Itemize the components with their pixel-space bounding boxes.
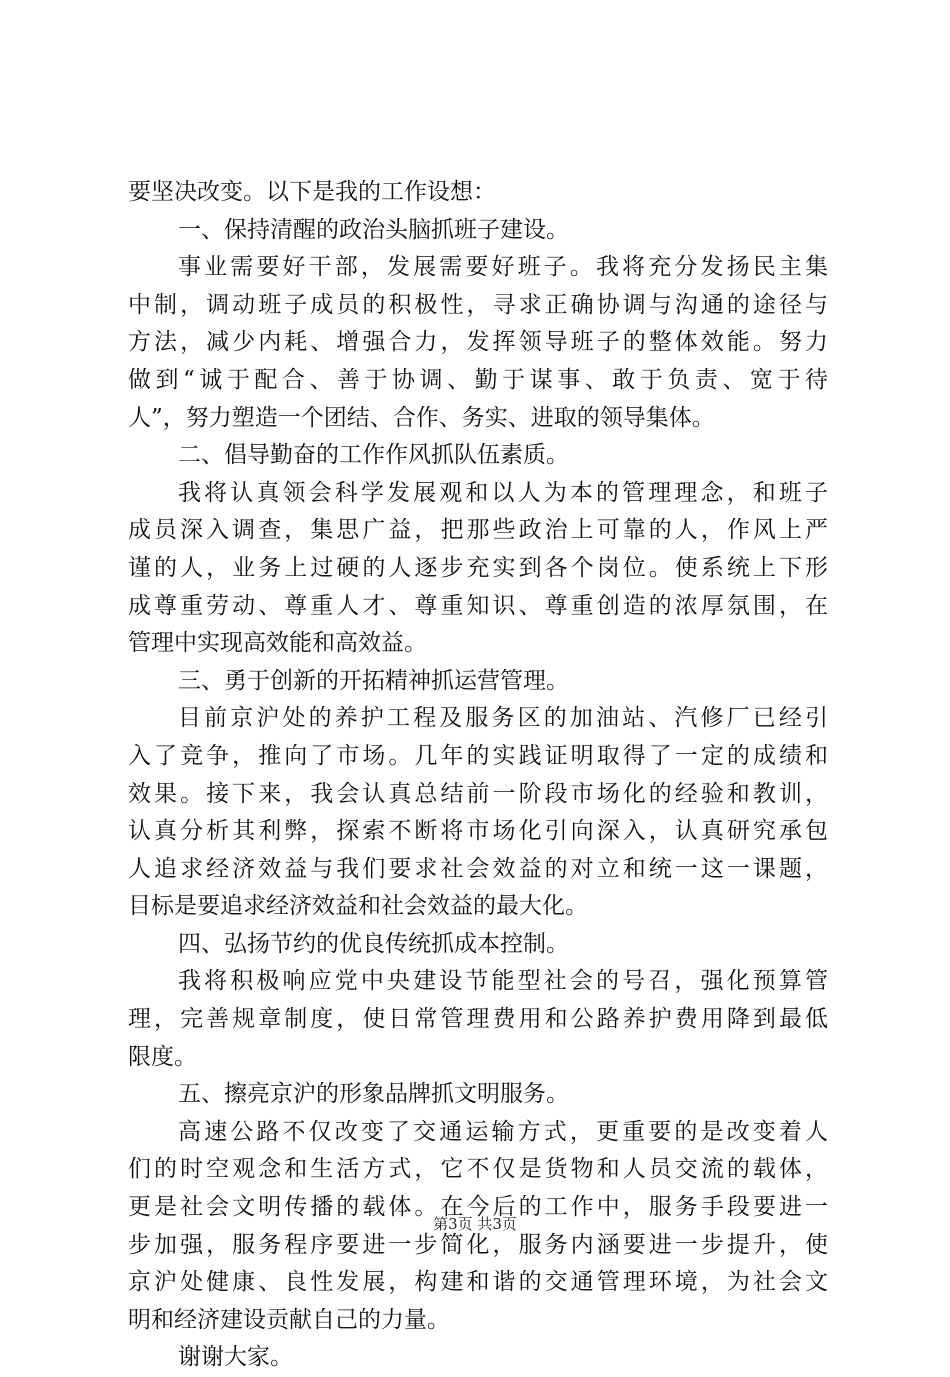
text-line: 效果。接下来，我会认真总结前一阶段市场化的经验和教训， xyxy=(128,780,828,807)
text-line: 四、弘扬节约的优良传统抓成本控制。 xyxy=(178,930,569,957)
text-line: 做到“诚于配合、善于协调、勤于谋事、敢于负责、宽于待 xyxy=(128,366,828,393)
text-line: 管理中实现高效能和高效益。 xyxy=(128,630,427,657)
text-line: 入了竞争，推向了市场。几年的实践证明取得了一定的成绩和 xyxy=(128,742,828,769)
text-line: 一、保持清醒的政治头脑抓班子建设。 xyxy=(178,216,569,243)
text-line: 我将认真领会科学发展观和以人为本的管理理念，和班子 xyxy=(178,479,828,506)
text-line: 限度。 xyxy=(128,1043,197,1070)
text-line: 谨的人，业务上过硬的人逐步充实到各个岗位。使系统上下形 xyxy=(128,554,828,581)
text-line: 更是社会文明传播的载体。在今后的工作中，服务手段要进一 xyxy=(128,1194,828,1221)
text-line: 京沪处健康、良性发展，构建和谐的交通管理环境，为社会文 xyxy=(128,1269,828,1296)
text-line: 们的时空观念和生活方式，它不仅是货物和人员交流的载体， xyxy=(128,1156,828,1183)
text-line: 要坚决改变。以下是我的工作设想： xyxy=(128,179,496,205)
text-line: 我将积极响应党中央建设节能型社会的号召，强化预算管 xyxy=(178,968,828,995)
text-line: 成尊重劳动、尊重人才、尊重知识、尊重创造的浓厚氛围，在 xyxy=(128,592,828,619)
text-line: 五、擦亮京沪的形象品牌抓文明服务。 xyxy=(178,1081,569,1108)
page-footer: 第3页 共3页 xyxy=(433,1215,517,1233)
text-line: 二、倡导勤奋的工作作风抓队伍素质。 xyxy=(178,442,569,469)
text-line: 三、勇于创新的开拓精神抓运营管理。 xyxy=(178,667,569,694)
text-line: 认真分析其利弊，探索不断将市场化引向深入，认真研究承包 xyxy=(128,818,828,845)
text-line: 高速公路不仅改变了交通运输方式，更重要的是改变着人 xyxy=(178,1118,828,1145)
text-line: 事业需要好干部，发展需要好班子。我将充分发扬民主集 xyxy=(178,254,828,281)
document-body xyxy=(128,174,828,1377)
text-line: 步加强，服务程序要进一步简化，服务内涵要进一步提升，使 xyxy=(128,1231,828,1258)
text-line: 明和经济建设贡献自己的力量。 xyxy=(128,1306,450,1333)
text-line: 中制，调动班子成员的积极性，寻求正确协调与沟通的途径与 xyxy=(128,291,828,318)
text-line: 方法，减少内耗、增强合力，发挥领导班子的整体效能。努力 xyxy=(128,329,828,356)
text-line: 理，完善规章制度，使日常管理费用和公路养护费用降到最低 xyxy=(128,1006,828,1033)
text-line: 人追求经济效益与我们要求社会效益的对立和统一这一课题， xyxy=(128,855,828,882)
text-line: 人”，努力塑造一个团结、合作、务实、进取的领导集体。 xyxy=(128,404,715,431)
text-line: 成员深入调查，集思广益，把那些政治上可靠的人，作风上严 xyxy=(128,517,828,544)
text-line: 谢谢大家。 xyxy=(178,1344,293,1371)
text-line: 目前京沪处的养护工程及服务区的加油站、汽修厂已经引 xyxy=(178,705,828,732)
text-line: 目标是要追求经济效益和社会效益的最大化。 xyxy=(128,893,588,920)
